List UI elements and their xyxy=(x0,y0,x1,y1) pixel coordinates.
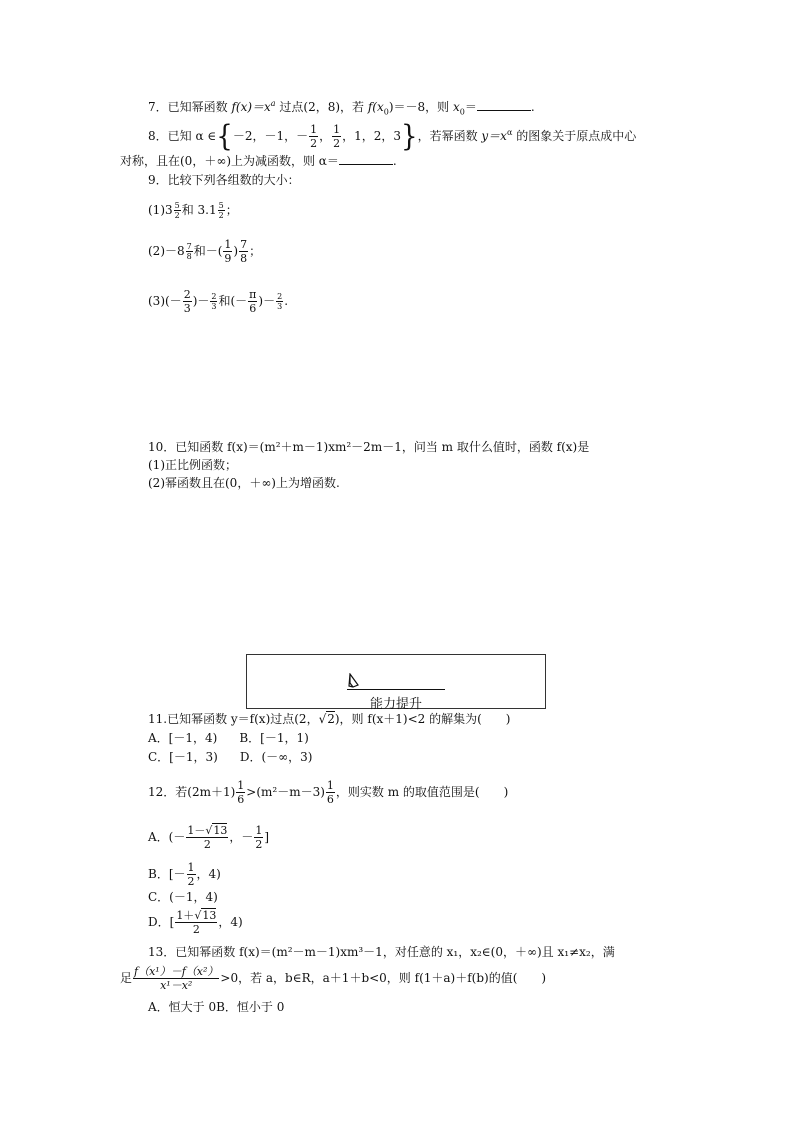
q9-p3-frac2: $\frac{\pi}{6}$ xyxy=(249,288,257,315)
q11-option-a[interactable]: A．[－1，4) xyxy=(148,731,218,745)
q10-line1: 10．已知函数 f(x)＝(m²＋m－1)xm²－2m－1，问当 m 取什么值时，函数 f(x)是 xyxy=(148,440,590,454)
q12-exp1: $\frac{1}{6}$ xyxy=(237,779,245,806)
q7-sub0b: 0 xyxy=(459,107,465,117)
q8-line2a: 对称，且在(0，＋∞)上为减函数，则 α＝ xyxy=(120,154,339,168)
section-underline xyxy=(347,689,445,690)
q11-option-d[interactable]: D．(－∞，3) xyxy=(239,750,313,764)
q8-mid: ，若幂函数 xyxy=(417,129,482,143)
q8-frac-1: $\frac{1}{2}$ xyxy=(310,123,318,150)
q7-answer-blank[interactable] xyxy=(477,99,531,111)
right-brace-icon: } xyxy=(401,120,418,153)
q11-sqrt: 2 xyxy=(327,712,335,726)
q8-line2b: . xyxy=(392,154,397,168)
q13-frac: $\frac{\text{f（x¹）－f（x²）}}{\text{x¹－x²}}$ xyxy=(134,965,219,992)
q11-line1: 11.已知幂函数 y＝f(x)过点(2，√2)，则 f(x＋1)<2 的解集为( ) xyxy=(148,712,511,726)
q9-part-1: (1)3 $\frac{5}{2}$ 和 3.1 $\frac{5}{2}$ ； xyxy=(148,201,238,220)
q9-p2-exp2: $\frac{7}{8}$ xyxy=(240,238,248,265)
q13-options[interactable]: A．恒大于 0B．恒小于 0 xyxy=(148,1000,285,1014)
q11-option-b[interactable]: B．[－1，1) xyxy=(239,731,309,745)
q8-tail: 的图象关于原点成中心 xyxy=(512,129,637,143)
q9-p2-frac: $\frac{1}{9}$ xyxy=(224,238,232,265)
q10-line2: (1)正比例函数； xyxy=(148,458,237,472)
q9-part-2: (2)－8 $\frac{7}{8}$ 和－( $\frac{1}{9}$ ) $\frac{7}{8}$ ； xyxy=(148,238,262,265)
q9-p3-exp1: $\frac{2}{3}$ xyxy=(211,292,217,311)
q12-optA-frac2: $\frac{1}{2}$ xyxy=(255,824,263,851)
q8-set: －2，－1， xyxy=(232,129,297,143)
q7-exponent: a xyxy=(270,99,276,108)
left-brace-icon: { xyxy=(216,120,233,153)
q12-optD-frac: $\frac{1+√13}{2}$ xyxy=(176,909,217,936)
q9-p1-exp2: $\frac{5}{2}$ xyxy=(218,201,224,220)
q9-p2-exp1: $\frac{7}{8}$ xyxy=(186,242,192,261)
q9-part-3: (3)(－ $\frac{2}{3}$ )－ $\frac{2}{3}$ 和(－ $\frac{\pi}{6}$ )－ $\frac{2}{3}$ . xyxy=(148,288,289,315)
q8-frac-2: $\frac{1}{2}$ xyxy=(333,123,341,150)
q12-option-d[interactable]: D．[ $\frac{1+√13}{2}$ ，4) xyxy=(148,909,243,936)
pencil-icon xyxy=(347,673,361,689)
q8-lead: 8．已知 α ∈ xyxy=(148,129,217,143)
q7-fx0: f(x xyxy=(367,100,384,114)
question-7: 7．已知幂函数 $f(x)=x^a$ 过点(2，8)，若 $f(x_0)=-8$，则 $x_0=$ . xyxy=(148,99,535,117)
q10-line3: (2)幂函数且在(0，＋∞)上为增函数. xyxy=(148,476,340,490)
q9-p3-frac1: $\frac{2}{3}$ xyxy=(183,288,191,315)
q7-function: f(x)＝x xyxy=(231,100,271,114)
q13-line2: 足 $\frac{\text{f（x¹）－f（x²）}}{\text{x¹－x²}}$ >0，若 a，b∈R，a＋1＋b<0，则 f(1＋a)＋f(b)的值( ) xyxy=(120,965,547,992)
q12-option-c[interactable]: C．(－1，4) xyxy=(148,890,218,904)
question-8: 8．已知 α ∈{－2，－1，－ $\frac{1}{2}$ ， $\frac{1}{2}$ ，1，2，3}，若幂函数 $y=x^\alpha$ 的图象关于原点成中心 xyxy=(148,120,637,153)
question-8-line2 xyxy=(120,153,397,168)
q8-neg: － xyxy=(296,129,309,143)
q7-mid2: ＝－8，则 xyxy=(393,100,453,114)
q12-optA-frac: $\frac{1-√13}{2}$ xyxy=(187,824,228,851)
q12-option-b[interactable]: B．[－ $\frac{1}{2}$ ，4) xyxy=(148,861,221,888)
q13-line1: 13．已知幂函数 f(x)＝(m²－m－1)xm³－1，对任意的 x₁，x₂∈(0，＋∞)且 x₁≠x₂，满 xyxy=(148,945,615,959)
q8-exp: α xyxy=(506,128,513,137)
q12-exp2: $\frac{1}{6}$ xyxy=(326,779,334,806)
q12-option-a[interactable]: A．(－ $\frac{1-√13}{2}$ ，－ $\frac{1}{2}$ ] xyxy=(148,824,270,851)
q7-mid1: 过点(2，8)，若 xyxy=(275,100,368,114)
q9-p3-exp2: $\frac{2}{3}$ xyxy=(277,292,283,311)
q12-stem: 12．若(2m＋1) $\frac{1}{6}$ >(m²－m－3) $\frac{1}{6}$ ，则实数 m 的取值范围是( ) xyxy=(148,779,509,806)
section-title: 能力提升 xyxy=(369,697,422,712)
q8-answer-blank[interactable] xyxy=(339,153,393,165)
q7-eq: ＝ xyxy=(464,100,477,114)
q9-p1-exp1: $\frac{5}{2}$ xyxy=(174,201,180,220)
q9-title: 9．比较下列各组数的大小： xyxy=(148,173,300,187)
q7-tail: . xyxy=(530,100,535,114)
q7-lead: 7．已知幂函数 xyxy=(148,100,232,114)
q7-sub0: 0 xyxy=(383,107,389,117)
q7-x0: x xyxy=(452,100,460,114)
q11-options-row1 xyxy=(148,731,309,745)
q11-option-c[interactable]: C．[－1，3) xyxy=(148,750,218,764)
q8-set2: ，1，2，3 xyxy=(342,129,402,143)
q8-yx: y＝x xyxy=(481,129,507,143)
section-header-box xyxy=(246,654,546,712)
q11-options-row2 xyxy=(148,750,312,764)
q12-optB-frac: $\frac{1}{2}$ xyxy=(187,861,195,888)
